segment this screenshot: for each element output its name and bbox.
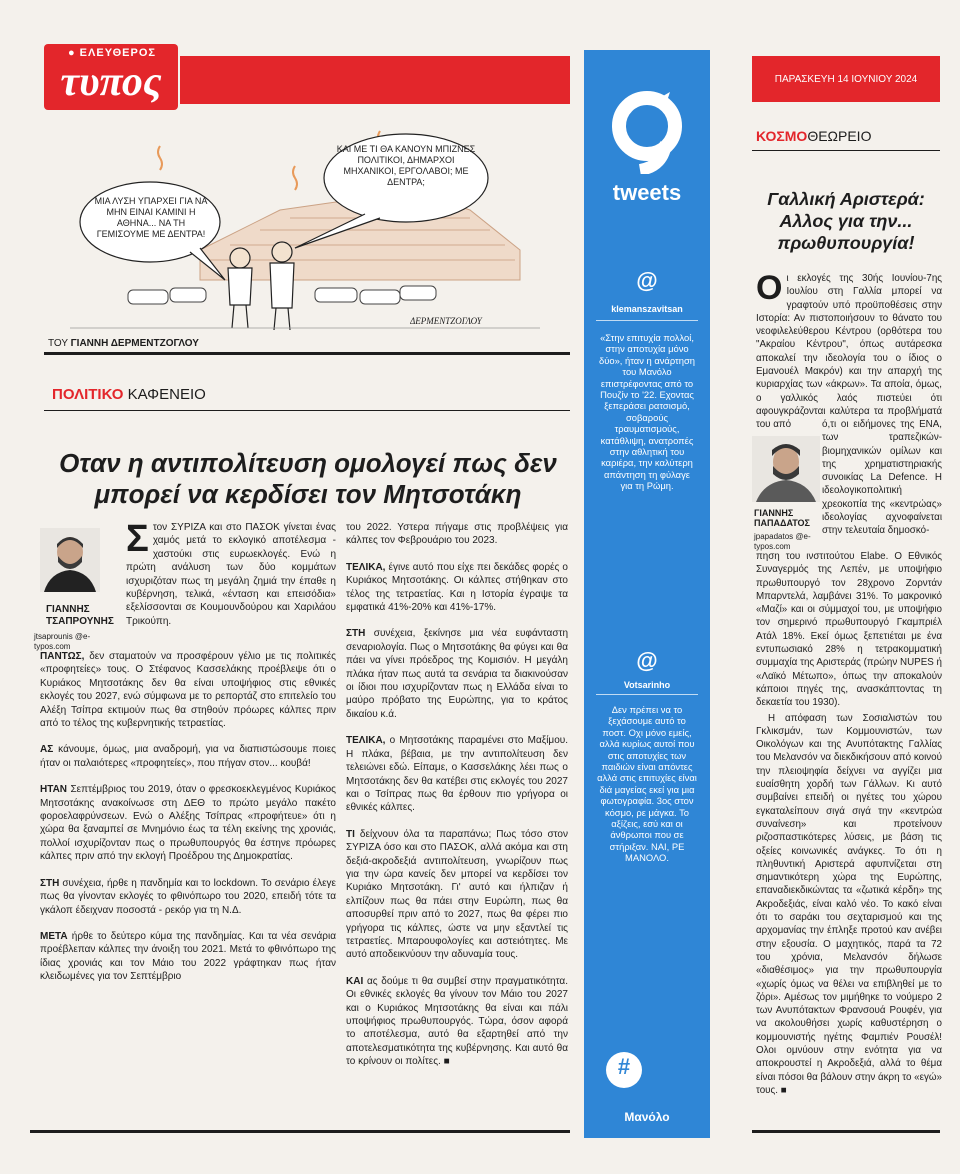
paragraph-lead: ΤΙ — [346, 828, 355, 840]
paragraph: τον ΣΥΡΙΖΑ και στο ΠΑΣΟΚ γίνεται ένας χαμός μετά το εκλογικό αποτέλεσμα - χαστούκι στις ευρωεκλογές. Ενώ η πρώτη ανάλυση των δύο κομμάτων ισχυριζόταν πως τη μεγάλη ζημιά την έπαθε η κυβέρνηση, τελικά, «ένταση και επεισόδια» εξελίσσονται σε Κουμουνδούρου και Χαριλάου Τρικούπη. — [126, 522, 336, 627]
paragraph-lead: ΤΕΛΙΚΑ, — [346, 561, 386, 573]
dropcap: Ο — [756, 269, 783, 307]
tweets-column — [584, 50, 710, 1138]
paragraph: έγινε αυτό που είχε πει δεκάδες φορές ο Κυριάκος Μητσοτάκης. Οι κάλπες στήθηκαν στο τέλος της τετραετίας. Και η Ιστορία έγραψε τα εμφατικά 41%-20% και 41%-17%. — [346, 561, 568, 614]
paragraph: συνέχεια, ήρθε η πανδημία και το lockdown. Το σενάριο έλεγε πως θα γίνονταν εκλογές το φθινόπωρο του 2020, επειδή τότε τα γκάλοπ έδειχναν ποσοστά - ρεκόρ για τη Ν.Δ. — [40, 877, 336, 916]
article-headline: Οταν η αντιπολίτευση ομολογεί πως δεν μπορεί να κερδίσει τον Μητσοτάκη — [59, 448, 557, 509]
divider — [596, 320, 698, 321]
section-label-bold: ΠΟΛΙΤΙΚΟ — [52, 386, 124, 403]
paragraph: του 2022. Υστερα πήγαμε στις προβλέψεις για κάλπες τον Φεβρουάριο του 2023. — [346, 522, 568, 547]
paragraph: ό,τι οι ειδήμονες της ΕΝΑ, των τραπεζικών-βιομηχανικών ομίλων και της χρηματιστηριακής συνοικίας La Defence. Η ιδεολογικοπολιτική χρεοκοπία της «κεντρώας» ιδεολογίας αχνοφαίνεται στην τελευταία δημοσκό- — [822, 419, 942, 537]
paragraph: ο Μητσοτάκης παραμένει στο Μαξίμου. Η πλάκα, βέβαια, με την αντιπολίτευση δεν τελειώνει εδώ. Είπαμε, ο Κασσελάκης λέει πως ο Μητσοτάκης δεν θα κατέβει στις εκλογές του 2027 και ο Τσίπρας πως θα έρθουν πιο γρήγορα οι εθνικές κάλπες. — [346, 735, 568, 814]
cartoon-credit — [48, 338, 199, 349]
masthead-bar — [180, 56, 570, 104]
right-article-body — [756, 550, 942, 1097]
tweets-footer: Μανόλο — [624, 1110, 670, 1124]
cartoon-bubble-right: ΚΑΙ ΜΕ ΤΙ ΘΑ ΚΑΝΟΥΝ ΜΠΙΖΝΕΣ ΠΟΛΙΤΙΚΟΙ, ΔΗΜΑΡΧΟΙ ΜΗΧΑΝΙΚΟΙ, ΕΡΓΟΛΑΒΟΙ; ΜΕ ΔΕΝΤΡΑ; — [336, 144, 476, 187]
issue-date: ΠΑΡΑΣΚΕΥΗ 14 ΙΟΥΝΙΟΥ 2024 — [774, 74, 918, 85]
paragraph: κάνουμε, όμως, μια αναδρομή, για να διαπιστώσουμε ποιες ήταν οι παλαιότερες «προφητείες», που πήγαν στον... κουβά! — [40, 744, 336, 769]
right-article-side — [822, 418, 942, 538]
tweet-text: «Στην επιτυχία πολλοί, στην αποτυχία μόνο δύο», ήταν η ανάρτηση του Μανόλο επιστρέφοντας από το Πουζίν το '22. Εχοντας ξεπεράσει ρατσισμό, σοβαρούς τραυματισμούς, κατάθλιψη, ανατροπές στην αθλητική του καριέρα, την καλύτερη απάντηση τη φύλαγε για τη Ρώμη. — [599, 332, 695, 492]
cartoon — [50, 130, 560, 335]
paragraph: δείχνουν όλα τα παραπάνω; Πως τόσο στον ΣΥΡΙΖΑ όσο και στο ΠΑΣΟΚ, αλλά ακόμα και στη δεξιά-ακροδεξιά αντιπολίτευση, γνωρίζουν πως για την ώρα κανείς δεν μπορεί να κερδίσει τον Κυριάκο Μητσοτάκη. Γι' αυτό και ήλπιζαν ή ελπίζουν πως θα πάει στην Ευρώπη, πως θα αποσυρθεί πριν από το 2027, πως θα φέρει πιο γρήγορα τις κάλπες, ώστε να μην εξαντλεί τις τετραετίες. Μπαρουφολογίες και αστειότητες. Με αυτό αποδεικνύουν την αδυναμία τους. — [346, 828, 568, 961]
at-icon: @ — [636, 648, 658, 673]
paragraph-lead: ΣΤΗ — [40, 877, 60, 889]
tweet-user[interactable]: Votsarinho — [623, 680, 671, 690]
paragraph-lead: ΜΕΤΑ — [40, 930, 68, 942]
paragraph: Σεπτέμβριος του 2019, όταν ο φρεσκοεκλεγμένος Κυριάκος Μητσοτάκης ανακοίνωσε στη ΔΕΘ το πρώτο μεγάλο πακέτο φοροελαφρύνσεων. Ενώ ο Αλέξης Τσίπρας «προφήτευε» ότι η χώρα θα ξαναμπεί σε Μνημόνιο έως τα τέλη εκείνης της χρονιάς, πολλοί ισχυρίζονταν πως ο πρωθυπουργός θα έστηνε πρόωρες κάλπες πριν από την εκλογή Προέδρου της Δημοκρατίας. — [40, 784, 336, 863]
tweet-text: Δεν πρέπει να το ξεχάσουμε αυτό το ποστ. Οχι μόνο εμείς, αλλά κυρίως αυτοί που στις αποτυχίες των παιδιών είναι απόντες αλλά στις επιτυχίες είναι διά μαγείας εκεί για μια φωτογραφία. 3ος στον κόσμο, ρε μάγκα. Το αξίζεις, εσύ και οι άνθρωποι που σε στήριξαν. ΝΑΙ, ΡΕ ΜΑΝΟΛΟ. — [597, 704, 697, 864]
paragraph-lead: ΑΣ — [40, 744, 54, 756]
divider — [752, 150, 940, 151]
right-section-bold: ΚΟΣΜΟ — [756, 128, 808, 144]
tweets-brand: tweets — [612, 180, 682, 205]
cartoon-bubble-left: ΜΙΑ ΛΥΣΗ ΥΠΑΡΧΕΙ ΓΙΑ ΝΑ ΜΗΝ ΕΙΝΑΙ ΚΑΜΙΝΙ Η ΑΘΗΝΑ... ΝΑ ΤΗ ΓΕΜΙΣΟΥΜΕ ΜΕ ΔΕΝΤΡΑ! — [94, 196, 208, 239]
logo-top-text: ● ΕΛΕΥΘΕΡΟΣ — [67, 47, 157, 59]
paragraph-lead: ΠΑΝΤΩΣ, — [40, 651, 85, 662]
paragraph: ήρθε το δεύτερο κύμα της πανδημίας. Και τα νέα σενάρια προέβλεπαν κάλπες την άνοιξη του 2021. Μετά το φθινόπωρο της ίδιας χρονιάς και τον Μάιο του 2022 γράφτηκαν πως ήταν κλειδωμένες για τον Σεπτέμβριο — [40, 930, 336, 983]
paragraph: συνέχεια, ξεκίνησε μια νέα ευφάνταστη σεναριολογία. Πως ο Μητσοτάκης θα φύγει και θα πάει να γίνει πρόεδρος της Κομισιόν. Η μεγάλη πλάκα ήταν πως αυτά τα σενάρια τα διακινούσαν οι ίδιοι που ισχυρίζονταν πως η Ελλάδα είναι το μαύρο πρόβατο της Ευρώπης, για το κράτος δικαίου κ.ά. — [346, 628, 568, 720]
author-handle: jtsaprounis @e-typos.com — [34, 632, 91, 651]
section-label-normal: ΚΑΦΕΝΕΙΟ — [123, 386, 206, 403]
paragraph-lead: ΣΤΗ — [346, 628, 366, 640]
right-section-label — [756, 128, 871, 144]
right-headline: Γαλλική Αριστερά: Αλλος για την... πρωθυπουργία! — [767, 189, 925, 253]
divider — [44, 410, 570, 411]
article-column-1 — [126, 518, 336, 628]
paragraph: Η απόφαση των Σοσιαλιστών του Γκλικσμάν, των Κομμουνιστών, των Οικολόγων και της Ανυπότακτης Γαλλίας του Μελανσόν να διεκδικήσουν από κοινού την πλειοψηφία δείχνει να αγγίζει μια ευαίσθητη χορδή των Γάλλων. Κι αυτό συμβαίνει επειδή οι ηγέτες του χώρου εγκαταλείπουν σιγά σιγά την «κεντρώα συναίνεση» και προτείνουν ριζοσπαστικότερες λύσεις, με βάση τις οξείες κοινωνικές ανάγκες. Το ότι η πληθυντική Αριστερά αφυπνίζεται στη σημαντικότερη χώρα της Ευρώπης, επαναδιεκδικώντας τα «ζωτικά κέρδη» της Ακροδεξιάς, είναι καλό νέο. Το κακό είναι ότι το σαράκι του σεχταρισμού και της αρχομανίας την έπληξε προτού καν ανέβει στην εξουσία. Ο μαχητικός, παρά τα 72 του χρόνια, Μελανσόν δήλωσε «διαθέσιμος» για την πρωθυπουργία «χωρίς όμως να θέλει να επιβληθεί με το ζόρι». Αμέσως τον μιμήθηκε το νούμερο 2 των Ανυπότακτων Φρανσουά Ρουφέν, για να ακολουθήσει χωρίς καθυστέρηση ο κομμουνιστής ηγέτης Φαμπιέν Ρουσέλ! Ολοι ομνύουν στην ενότητα για να αποκρουστεί η Ακροδεξιά, αλλά το θέμα είναι πόσοι θα βάλουν στην άκρη το «εγώ» τους. ■ — [756, 712, 942, 1096]
divider — [30, 1130, 570, 1133]
dropcap: Σ — [126, 518, 149, 560]
cartoon-signature: ΔΕΡΜΕΝΤΖΟΓΛΟΥ — [410, 316, 482, 326]
paragraph-lead: ΗΤΑΝ — [40, 784, 68, 796]
divider — [44, 352, 570, 355]
article-column-2 — [346, 521, 568, 1069]
author-photo — [40, 528, 100, 592]
divider — [596, 694, 698, 695]
paragraph: ι εκλογές της 30ής Ιουνίου-7ης Ιουλίου στη Γαλλία μπορεί να γραφτούν υπό προϋποθέσεις στην Ιστορία: Αν πιστοποιήσουν το θάνατο του νεοφιλελεύθερου Κέντρου (ορθότερα του "Ακραίου Κέντρου", όπως αυτάρεσκα αποκαλεί την ιδεολογία του ο ίδιος ο Εμανουέλ Μακρόν) και την απαρχή της κυριαρχίας των «άκρων». Τα αποία, όμως, ο γαλλικός λαός πιστεύει ότι αφουγκράζονται καλύτερα τα προβλήματά του από — [756, 273, 942, 431]
paragraph: πηση του ινστιτούτου Elabe. Ο Εθνικός Συναγερμός της Λεπέν, με υποψήφιο πρωθυπουργό τον 28χρονο Ζορντάν Μπαρντελά, λαμβάνει 31%. Το μακρονικό «Μαζί» και οι σύμμαχοί του, με υποψήφιο τον σημερινό πρωθυπουργό Γκαμπριέλ Ατάλ 18%. Εκεί όμως ξεπετιέται με ένα εντυπωσιακό 28% η τετρακομματική συμμαχία της Αριστεράς (πρώην NUPES ή «Λαϊκό Μέτωπο», όπως την αποκαλούν κάποιοι πηγές της, ανασκάπτοντας τη δεκαετία του 1930). — [756, 551, 942, 709]
right-author-photo — [752, 436, 820, 502]
right-author-name: ΓΙΑΝΝΗΣ ΠΑΠΑΔΑΤΟΣ — [754, 508, 810, 528]
author-name: ΓΙΑΝΝΗΣ ΤΣΑΠΡΟΥΝΗΣ — [46, 604, 114, 627]
right-section-normal: ΘΕΩΡΕΙΟ — [807, 128, 872, 144]
tweet-user[interactable]: klemanszavitsan — [611, 304, 683, 314]
tweets-logo-icon — [604, 90, 690, 174]
hashtag-symbol: # — [617, 1054, 631, 1079]
article-column-1-lower — [40, 650, 336, 984]
paragraph: ας δούμε τι θα συμβεί στην πραγματικότητα. Οι εθνικές εκλογές θα γίνουν τον Μάιο του 2027 και ο Κυριάκος Μητσοτάκης θα είναι και πάλι υποψήφιος πρωθυπουργός. Τώρα, όσον αφορά το αποτέλεσμα, αυτό θα εξαρτηθεί από την αποτελεσματικότητα της κυβέρνησης. Και αυτό θα το κρίνουν οι πολίτες. ■ — [346, 975, 568, 1068]
paragraph-lead: ΤΕΛΙΚΑ, — [346, 735, 386, 747]
paragraph: δεν σταματούν να προσφέρουν γέλιο με τις πολιτικές «προφητείες» τους. Ο Στέφανος Κασσελάκης προέβλεψε ότι ο Κυριάκος Μητσοτάκης δεν θα είναι υποψήφιος στις εθνικές εκλογές του 2027, ενώ σύμφωνα με το ρεπορτάζ στο επιτελείο του Αλέξη Τσίπρα εκτιμούν πως θα στηθούν πρόωρες κάλπες πριν από το τέλος της κυβερνητικής τετραετίας. — [40, 651, 336, 730]
divider — [752, 1130, 940, 1133]
logo-wordmark: τυπος — [60, 59, 162, 105]
credit-prefix: ΤΟΥ — [48, 338, 68, 349]
credit-name: ΓΙΑΝΝΗ ΔΕΡΜΕΝΤΖΟΓΛΟΥ — [70, 338, 199, 349]
right-author-handle: jpapadatos @e-typos.com — [754, 532, 811, 551]
at-icon: @ — [636, 268, 658, 293]
section-label — [52, 386, 206, 403]
paragraph-lead: ΚΑΙ — [346, 975, 364, 987]
right-article-intro — [756, 269, 942, 432]
